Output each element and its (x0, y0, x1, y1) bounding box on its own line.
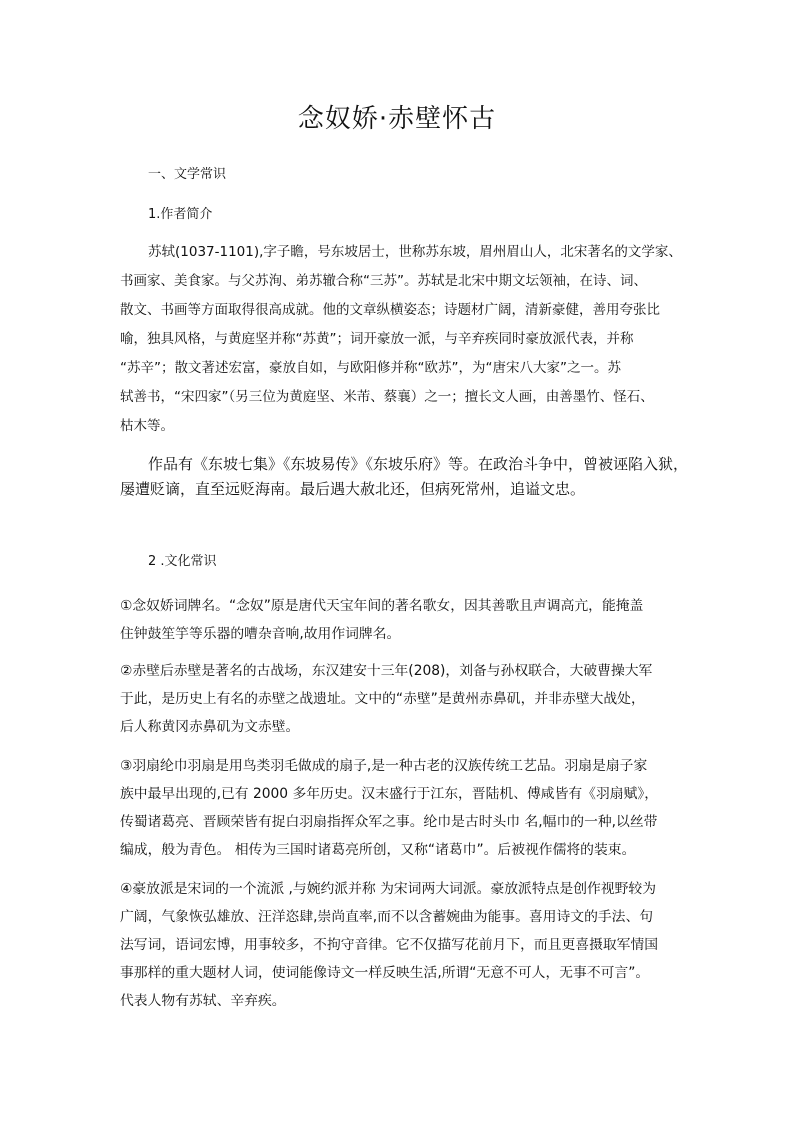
note-haofang-school (120, 875, 688, 1015)
bio-line: 枯木等。 (120, 418, 174, 434)
bio-line: 轼善书，“宋四家”（另三位为黄庭坚、米芾、蔡襄）之一；擅长文人画，由善墨竹、怪石、 (120, 389, 654, 405)
works-line: 屡遭贬谪，直至远贬海南。最后遇大赦北还，但病死常州，追谥文忠。 (120, 480, 586, 498)
bio-line: “苏辛”；散文著述宏富，豪放自如，与欧阳修并称“欧苏”，为“唐宋八大家”之一。苏 (120, 360, 621, 376)
note-line: 传蜀诸葛亮、晋顾荣皆有捉白羽扇指挥众军之事。纶巾是古时头巾 名,幅巾的一种,以丝带 (120, 814, 658, 830)
note-line: 法写词，语词宏博，用事较多，不拘守音律。它不仅描写花前月下，而且更喜摄取军情国 (120, 937, 659, 953)
document-title: 念奴娇·赤壁怀古 (297, 104, 497, 134)
works-paragraph (120, 452, 688, 502)
note-line: ①念奴娇词牌名。“念奴”原是唐代天宝年间的著名歌女，因其善歌且声调高亢，能掩盖 (120, 598, 644, 614)
subsection-heading-cultural-knowledge: 2 .文化常识 (148, 554, 217, 569)
note-yushan-guanjin (120, 752, 688, 864)
bio-line: 书画家、美食家。与父苏洵、弟苏辙合称“三苏”。苏轼是北宋中期文坛领袖，在诗、词、 (120, 273, 647, 289)
note-line: 编成，般为青色。 相传为三国时诸葛亮所创，又称“诸葛巾”。后被视作儒将的装束。 (120, 842, 636, 858)
bio-line: 喻，独具风格，与黄庭坚并称“苏黄”；词开豪放一派，与辛弃疾同时豪放派代表，并称 (120, 331, 634, 347)
note-line: ④豪放派是宋词的一个流派 ,与婉约派并称 为宋词两大词派。豪放派特点是创作视野较为 (120, 881, 657, 897)
bio-line: 苏轼(1037-1101),字子瞻，号东坡居士，世称苏东坡，眉州眉山人，北宋著名的文学家、 (148, 244, 682, 260)
note-line: 广阔，气象恢弘雄放、汪洋恣肆,崇尚直率,而不以含蓄婉曲为能事。喜用诗文的手法、句 (120, 909, 654, 925)
note-line: 事那样的重大题材人词，使词能像诗文一样反映生活,所谓“无意不可人，无事不可言”。 (120, 965, 650, 981)
note-line: 代表人物有苏轼、辛弃疾。 (120, 993, 286, 1009)
note-line: 住钟鼓笙竽等乐器的嘈杂音响,故用作词牌名。 (120, 626, 401, 642)
note-line: ②赤壁后赤壁是著名的古战场，东汉建安十三年(208)，刘备与孙权联合，大破曹操大军 (120, 663, 653, 679)
subsection-heading-author-intro: 1.作者简介 (148, 207, 213, 222)
note-nian-nu-jiao (120, 592, 688, 648)
works-line: 作品有《东坡七集》《东坡易传》《东坡乐府》等。在政治斗争中，曾被诬陷入狱， (148, 455, 688, 473)
section-heading-literary-knowledge: 一、文学常识 (148, 167, 227, 182)
bio-line: 散文、书画等方面取得很高成就。他的文章纵横姿态；诗题材广阔，清新豪健，善用夸张比 (120, 302, 660, 318)
note-line: 族中最早出现的,已有 2000 多年历史。汉末盛行于江东，晋陆机、傅咸皆有《羽扇赋》， (120, 786, 659, 802)
note-line: ③羽扇纶巾羽扇是用鸟类羽毛做成的扇子,是一种古老的汉族传统工艺品。羽扇是扇子家 (120, 758, 648, 774)
author-bio-paragraph (120, 238, 688, 441)
note-chibi (120, 657, 688, 741)
note-line: 于此，是历史上有名的赤壁之战遗址。文中的“赤壁”是黄州赤鼻矶，并非赤壁大战处， (120, 691, 645, 707)
note-line: 后人称黄冈赤鼻矶为文赤壁。 (120, 719, 300, 735)
